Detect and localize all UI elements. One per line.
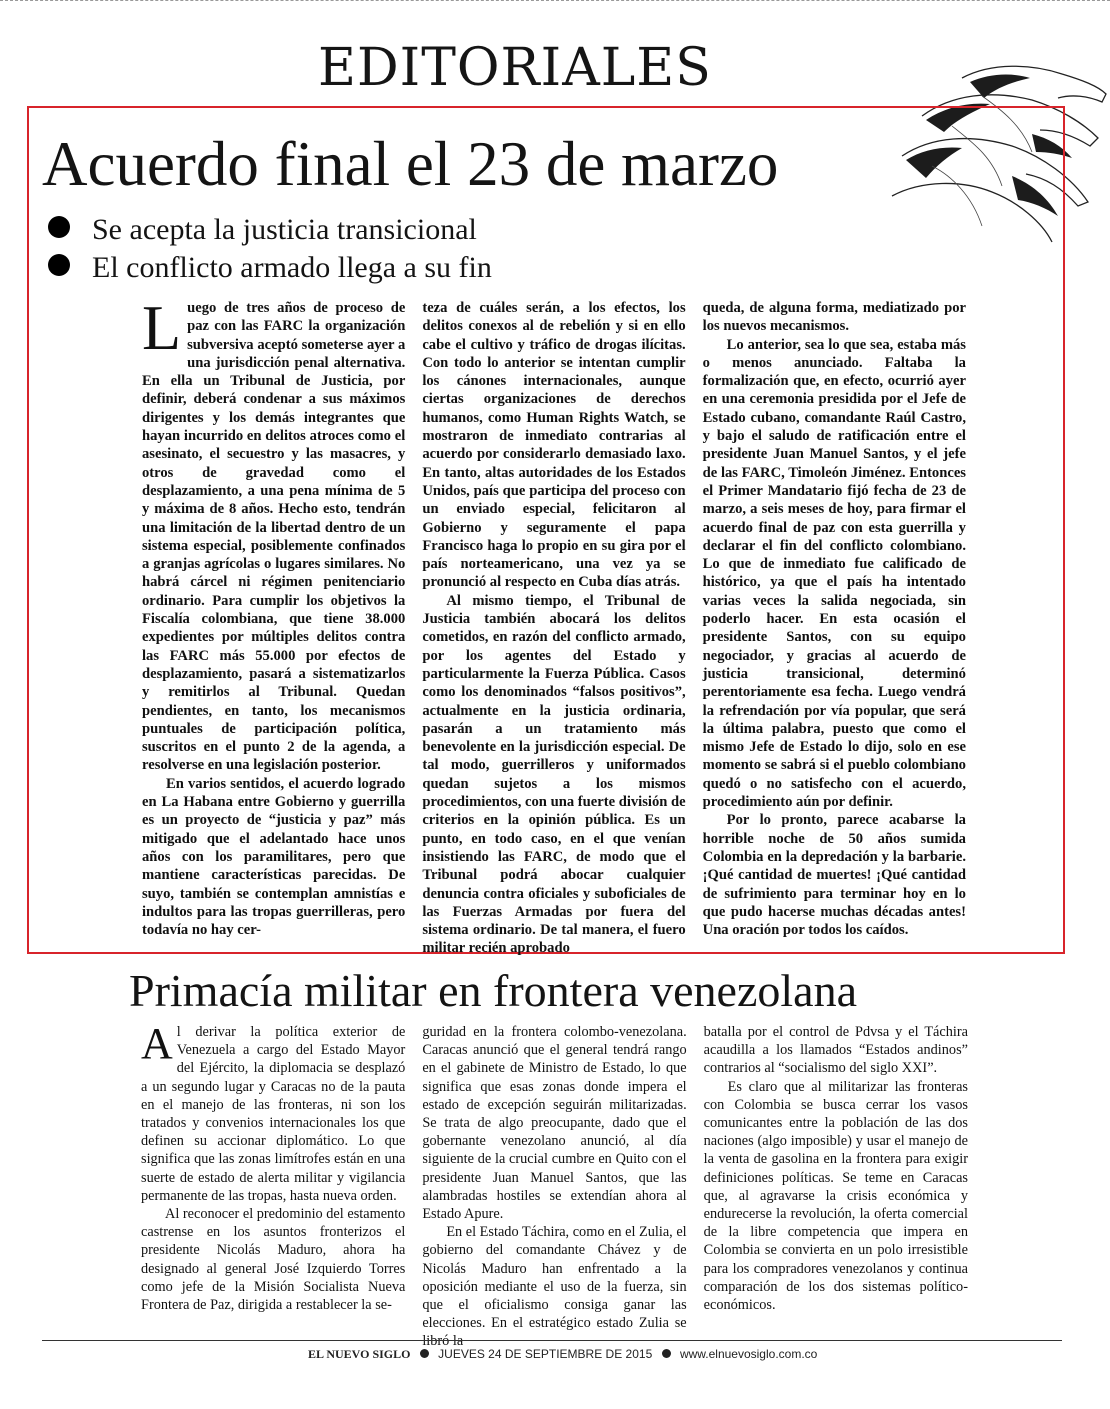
drop-cap: L xyxy=(142,292,182,363)
bullet-text: El conflicto armado llega a su fin xyxy=(92,251,492,284)
separator-dot-icon xyxy=(420,1349,429,1358)
editorial1-column-3 xyxy=(703,299,966,944)
paragraph: En el Estado Táchira, como en el Zulia, el gobierno del comandante Chávez y de Nicolás Maduro han enfrentado a la oposición mediante el uso de la fuerza, sin que el oficialismo consiga ganar las elecciones. En el estratégico estado Zulia se libró la xyxy=(422,1224,687,1350)
page-footer xyxy=(308,1346,817,1362)
section-title: EDITORIALES xyxy=(318,38,712,98)
paragraph: Al reconocer el predominio del estamento castrense en los asuntos fronterizos el presidente Nicolás Maduro, ahora ha designado al general José Izquierdo Torres como jefe de la Misión Socialista Nueva Frontera de Paz, dirigida a restablecer la se- xyxy=(141,1206,406,1314)
bullet-dot-icon xyxy=(48,216,70,238)
newspaper-name: EL NUEVO SIGLO xyxy=(308,1347,411,1361)
editorial2-headline: Primacía militar en frontera venezolana xyxy=(129,965,857,1016)
drop-cap: A xyxy=(141,1019,173,1068)
separator-dot-icon xyxy=(662,1349,671,1358)
paragraph: guridad en la frontera colombo-venezolana. Caracas anunció que el general tendrá rango en el gabinete de Ministro de Estado, lo que significa que esas zonas donde impera el estado de excepción seguirán militarizadas. Se trata de algo preocupante, dado que el gobernante venezolano anunció, al día siguiente de la crucial cumbre en Quito con el presidente Juan Manuel Santos, que las alambradas hostiles se extendían ahora al Estado Apure. xyxy=(422,1024,687,1223)
editorial2-column-1 xyxy=(141,1019,406,1333)
paragraph: batalla por el control de Pdvsa y el Táchira acaudilla a los llamados “Estados andinos” contrarios al “socialismo del siglo XXI”. xyxy=(703,1024,968,1077)
paragraph: Es claro que al militarizar las fronteras con Colombia se busca cerrar los vasos comunicantes entre la población de las dos naciones (algo imposible) y usar el manejo de la venta de gasolina en la frontera para exigir definiciones políticas. Se teme en Caracas que, al agravarse la crisis económica y endurecerse la revolución, la oferta comercial de la libre competencia que impera en Colombia se convierta en un polo irresistible para los compradores venezolanos y continua comparación de los dos sistemas político-económicos. xyxy=(703,1078,968,1314)
paragraph: queda, de alguna forma, mediatizado por los nuevos mecanismos. xyxy=(702,300,966,335)
paragraph: Al derivar la política exterior de Venezuela a cargo del Estado Mayor del Ejército, la diplomacia se desplazó a un segundo lugar y Caracas no de la pauta en el manejo de las fronteras, ni son los tratados y convenios internacionales los que definen su accionar diplomático. Lo que significa que las zonas limítrofes están en una suerte de estado de alerta militar y vigilancia permanente de las tropas, hasta nueva orden. xyxy=(141,1019,406,1204)
paragraph: Luego de tres años de proceso de paz con las FARC la organización subversiva aceptó someterse ayer a una jurisdicción penal alternativa. En ella un Tribunal de Justicia, por definir, deberá condenar a sus máximos dirigentes y los demás integrantes que hayan incurrido en delitos atroces como el asesinato, el secuestro y las masacres, y otros de gravedad como el desplazamiento, a una pena mínima de 5 y máxima de 8 años. Hecho esto, tendrán una limitación de la libertad dentro de un sistema especial, posiblemente confinados a granjas agrícolas o lugares similares. No habrá cárcel ni régimen penitenciario ordinario. Para cumplir los objetivos la Fiscalía colombiana, que tiene 38.000 expedientes por múltiples delitos contra las FARC más 55.000 por efectos de desplazamiento, pasará a sistematizarlos y remitirlos al Tribunal. Quedan pendientes, en tanto, los mecanismos puntuales de participación política, suscritos en el punto 2 de la agenda, a resolverse en una legislación posterior. xyxy=(142,292,406,774)
issue-date: JUEVES 24 DE SEPTIEMBRE DE 2015 xyxy=(438,1347,653,1361)
paragraph: Al mismo tiempo, el Tribunal de Justicia también abocará los delitos cometidos, en razón del conflicto armado, por los agentes del Estado y particularmente la Fuerza Pública. Casos como los denominados “falsos positivos”, actualmente en la justicia ordinaria, pasarán a un tratamiento más benevolente en la jurisdicción especial. De tal modo, guerrilleros y uniformados quedan sujetos a los mismos procedimientos, con una fuerte división de criterios en la opinión pública. Es un punto, en todo caso, en el que venían insistiendo las FARC, de modo que el Tribunal podrá abocar cualquier denuncia contra oficiales y suboficiales de las Fuerzas Armadas por fuera del sistema ordinario. De tal manera, el fuero militar recién aprobado xyxy=(422,592,686,957)
editorial1-body xyxy=(142,292,966,957)
editorial2-column-2 xyxy=(422,1023,687,1350)
paragraph: Por lo pronto, parece acabarse la horrible noche de 50 años sumida Colombia en la depredación y la barbarie. ¡Qué cantidad de muertes! ¡Qué cantidad de sufrimiento para terminar hoy en lo que pudo hacerse muchas décadas antes! Una oración por todos los caídos. xyxy=(702,812,966,939)
website-url: www.elnuevosiglo.com.co xyxy=(679,1347,818,1361)
paragraph: teza de cuáles serán, a los efectos, los delitos conexos al de rebelión y si en ello cabe el cultivo y tráfico de drogas ilícitas. Con todo lo anterior se intentan cumplir los cánones internacionales, aunque ciertas organizaciones de derechos humanos, como Human Rights Watch, se mostraron de inmediato contrarias al acuerdo por considerarlo demasiado laxo. En tanto, altas autoridades de los Estados Unidos, país que participa del proceso con un enviado especial, felicitaron al Gobierno y seguramente el papa Francisco haga lo propio en su gira por el país norteamericano, una vez ya se pronunció al respecto en Cuba días atrás. xyxy=(422,300,686,591)
editorial1-headline: Acuerdo final el 23 de marzo xyxy=(42,129,779,199)
editorial1-column-2 xyxy=(422,299,686,957)
editorial2-column-3 xyxy=(704,1023,968,1333)
top-dashed-rule xyxy=(0,0,1110,1)
bullet-dot-icon xyxy=(48,254,70,276)
paragraph: En varios sentidos, el acuerdo logrado en La Habana entre Gobierno y guerrilla es un proyecto de “justicia y paz” más mitigado que el adelantado hace unos años con los paramilitares, pero que mantiene características parecidas. De suyo, también se contemplan amnistías e indultos para las tropas guerrilleras, pero todavía no hay cer- xyxy=(142,775,406,939)
editorial1-column-1 xyxy=(142,292,406,944)
editorial2-body xyxy=(141,1019,968,1350)
editorial1-bullet xyxy=(48,250,492,286)
paragraph: Lo anterior, sea lo que sea, estaba más o menos anunciado. Faltaba la formalización que, en efecto, ocurrió ayer en una ceremonia presidida por el Jefe de Estado cubano, comandante Raúl Castro, y bajo el saludo de ratificación entre el presidente Juan Manuel Santos, y el jefe de las FARC, Timoleón Jiménez. Entonces el Primer Mandatario fijó fecha de 23 de marzo, a seis meses de hoy, para firmar el acuerdo final de paz con esta guerrilla y declarar el fin del conflicto colombiano. Lo que de inmediato fue calificado de histórico, ya que el país ha intentado varias veces la salida negociada, sin poderlo hacer. En esta ocasión el presidente Santos, con su equipo negociador, y gracias al acuerdo de justicia transicional, determinó perentoriamente esa fecha. Luego vendrá la refrendación por vía popular, que será la última palabra, puesto que como el mismo Jefe de Estado lo dijo, solo en ese momento se sabrá si el pueblo colombiano quedó o no satisfecho con el acuerdo, procedimiento aún por definir. xyxy=(702,336,966,811)
editorial1-bullet xyxy=(48,212,477,248)
footer-rule xyxy=(42,1340,1062,1341)
bullet-text: Se acepta la justicia transicional xyxy=(92,213,477,246)
